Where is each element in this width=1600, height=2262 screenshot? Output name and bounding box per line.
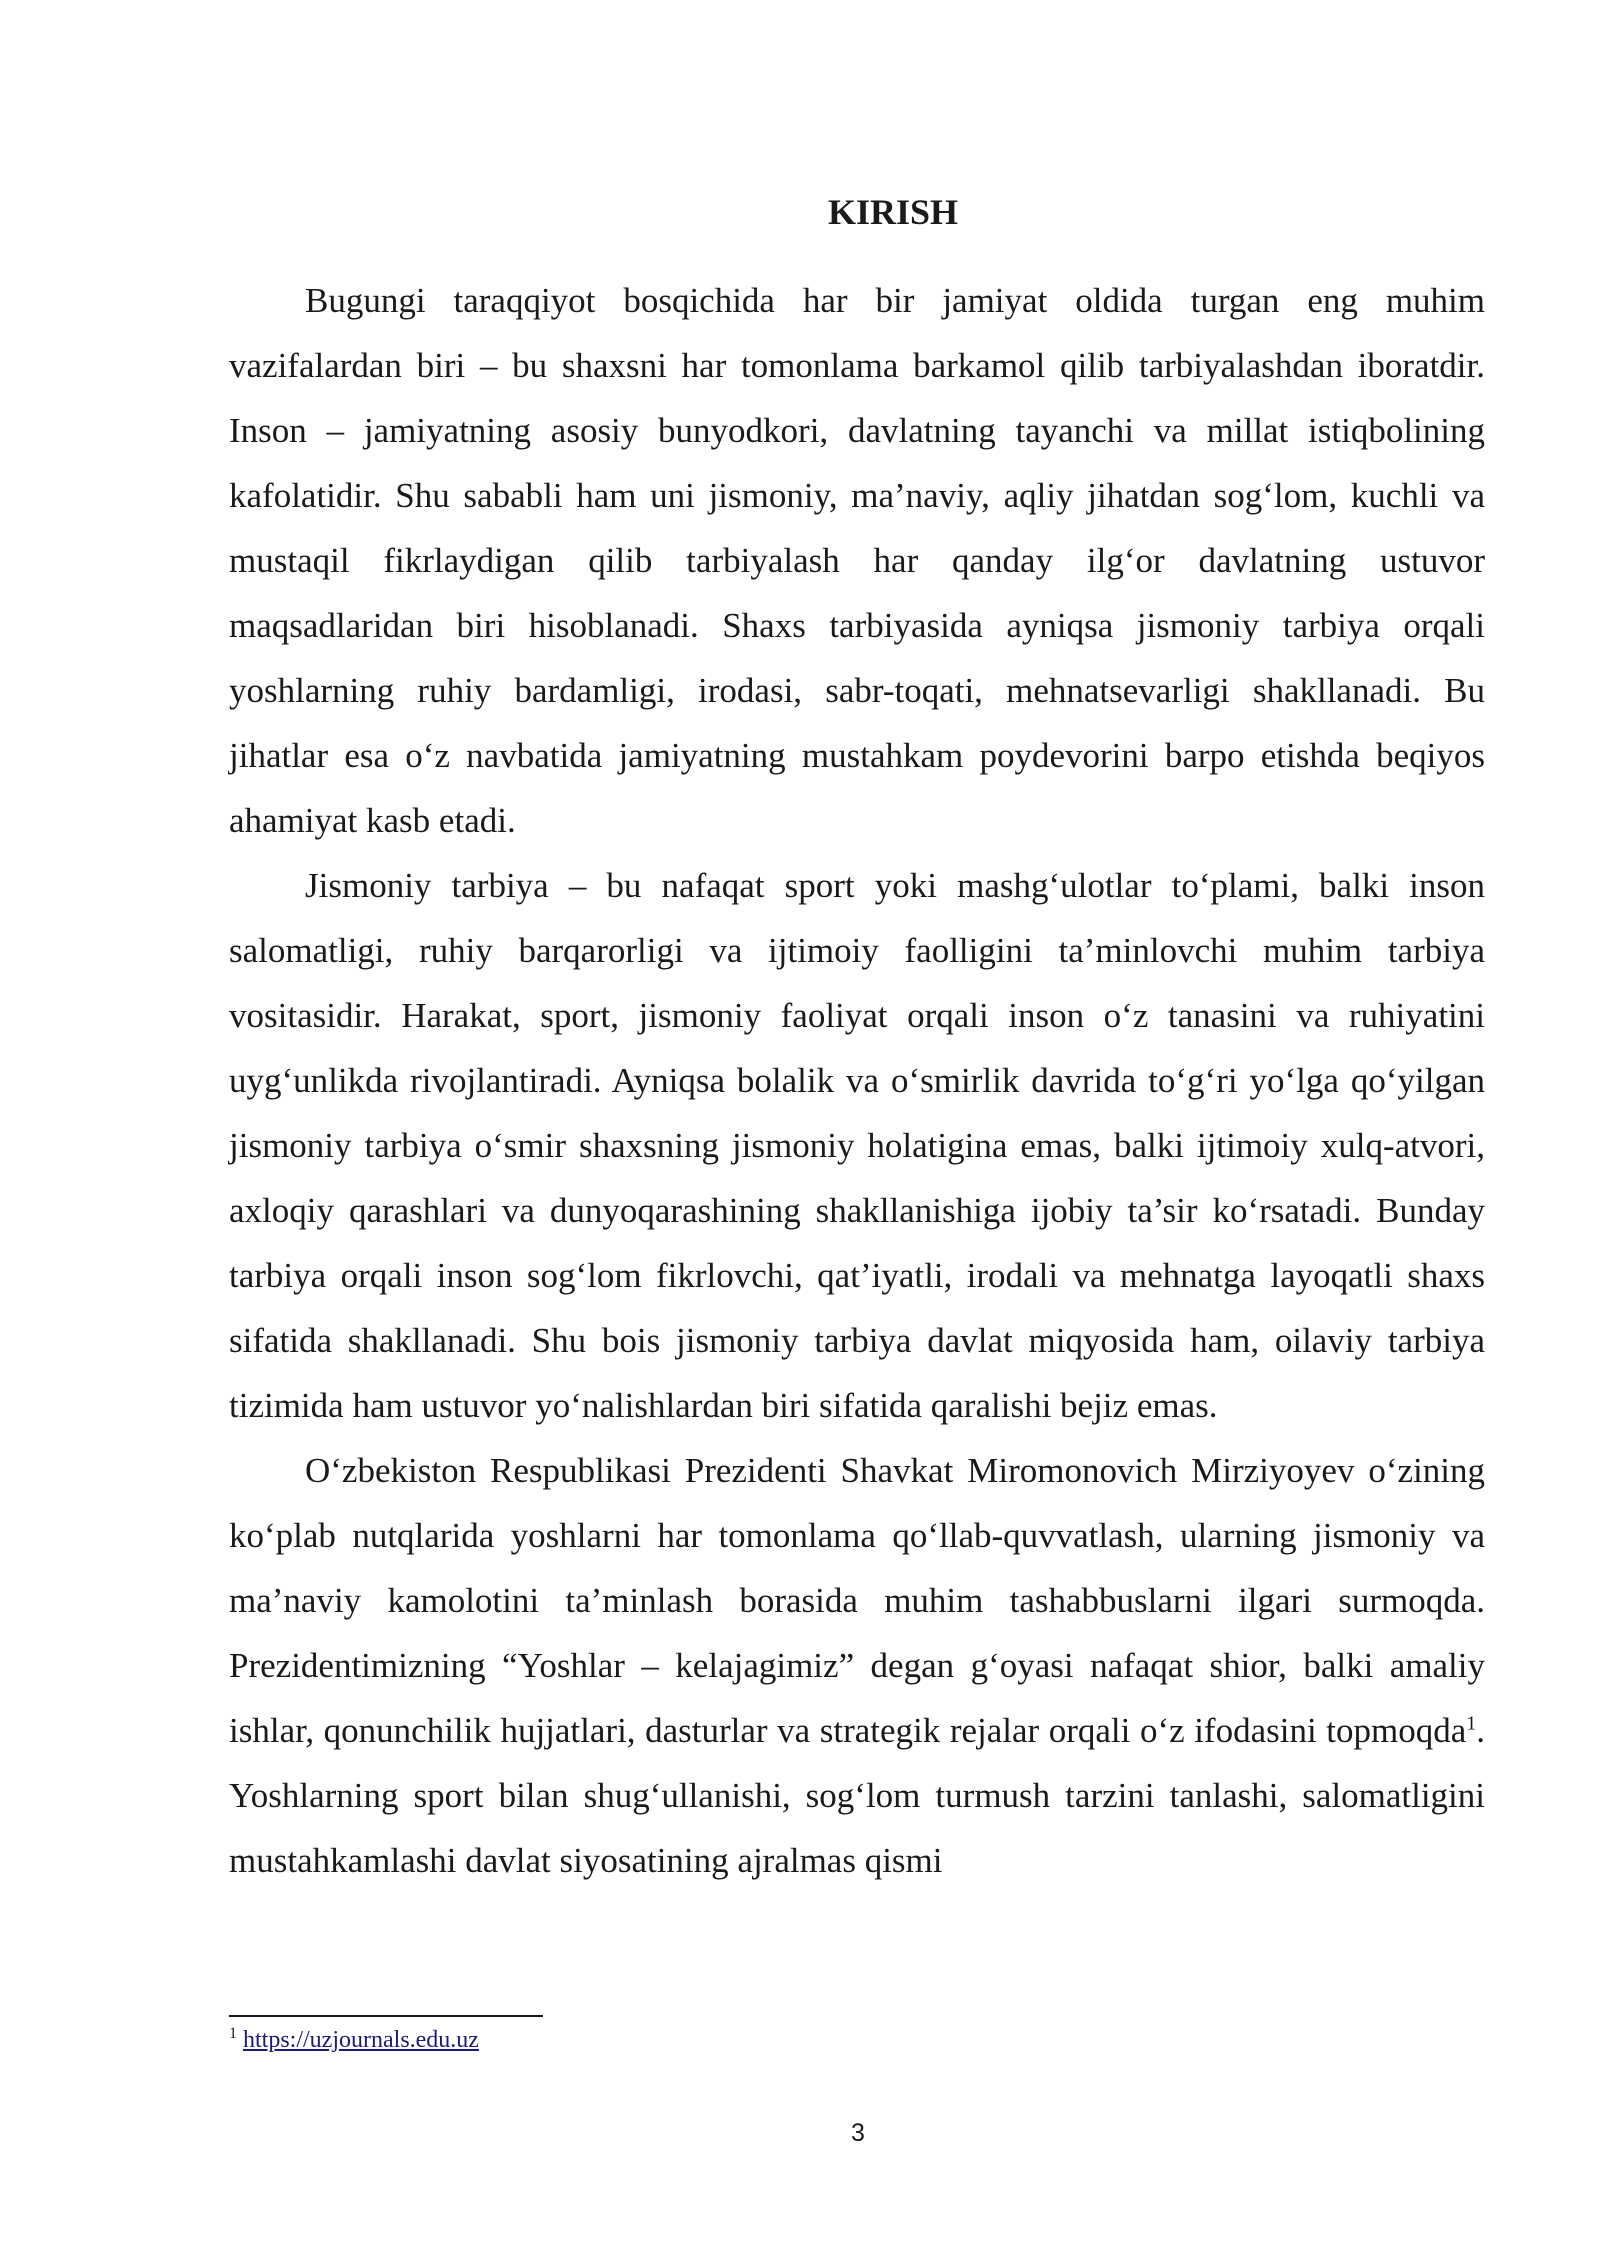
paragraph-1: Bugungi taraqqiyot bosqichida har bir jamiyat oldida turgan eng muhim vazifalardan biri – bu shaxsni har tomonlama barkamol qilib tarbiyalashdan iboratdir. Inson – jamiyatning asosiy bunyodkori, davlatning tayanchi va millat istiqbolining kafolatidir. Shu sababli ham uni jismoniy, ma’naviy, aqliy jihatdan sog‘lom, kuchli va mustaqil fikrlaydigan qilib tarbiyalash har qanday ilg‘or davlatning ustuvor maqsadlaridan biri hisoblanadi. Shaxs tarbiyasida ayniqsa jismoniy tarbiya orqali yoshlarning ruhiy bardamligi, irodasi, sabr-toqati, mehnatsevarligi shakllanadi. Bu jihatlar esa o‘z navbatida jamiyatning mustahkam poydevorini barpo etishda beqiyos ahamiyat kasb etadi.	[229, 281, 1485, 840]
footnote	[229, 2025, 479, 2055]
paragraph-2: Jismoniy tarbiya – bu nafaqat sport yoki mashg‘ulotlar to‘plami, balki inson salomatligi, ruhiy barqarorligi va ijtimoiy faolligini ta’minlovchi muhim tarbiya vositasidir. Harakat, sport, jismoniy faoliyat orqali inson o‘z tanasini va ruhiyatini uyg‘unlikda rivojlantiradi. Ayniqsa bolalik va o‘smirlik davrida to‘g‘ri yo‘lga qo‘yilgan jismoniy tarbiya o‘smir shaxsning jismoniy holatigina emas, balki ijtimoiy xulq-atvori, axloqiy qarashlari va dunyoqarashining shakllanishiga ijobiy ta’sir ko‘rsatadi. Bunday tarbiya orqali inson sog‘lom fikrlovchi, qat’iyatli, irodali va mehnatga layoqatli shaxs sifatida shakllanadi. Shu bois jismoniy tarbiya davlat miqyosida ham, oilaviy tarbiya tizimida ham ustuvor yo‘nalishlardan biri sifatida qaralishi bejiz emas.	[229, 866, 1485, 1425]
footnote-reference: 1	[1466, 1712, 1477, 1735]
paragraph-3	[229, 1438, 1485, 1893]
footnote-link[interactable]: https://uzjournals.edu.uz	[243, 2027, 479, 2053]
page-number: 3	[851, 2119, 865, 2147]
paragraph-3-text-before: O‘zbekiston Respublikasi Prezidenti Shavkat Miromonovich Mirziyoyev o‘zining ko‘plab nutqlarida yoshlarni har tomonlama qo‘llab-quvvatlash, ularning jismoniy va ma’naviy kamolotini ta’minlash borasida muhim tashabbuslarni ilgari surmoqda. Prezidentimizning “Yoshlar – kelajagimiz” degan g‘oyasi nafaqat shior, balki amaliy ishlar, qonunchilik hujjatlari, dasturlar va strategik rejalar orqali o‘z ifodasini topmoqda	[229, 1451, 1485, 1750]
footnote-separator	[229, 2015, 543, 2017]
paragraph-3-text-after: . Yoshlarning sport bilan shug‘ullanishi, sog‘lom turmush tarzini tanlashi, salomatligini mustahkamlashi davlat siyosatining ajralmas qismi	[229, 1711, 1485, 1880]
section-heading: KIRISH	[827, 192, 959, 232]
footnote-mark: 1	[229, 2025, 237, 2042]
body-text	[229, 268, 1485, 1893]
